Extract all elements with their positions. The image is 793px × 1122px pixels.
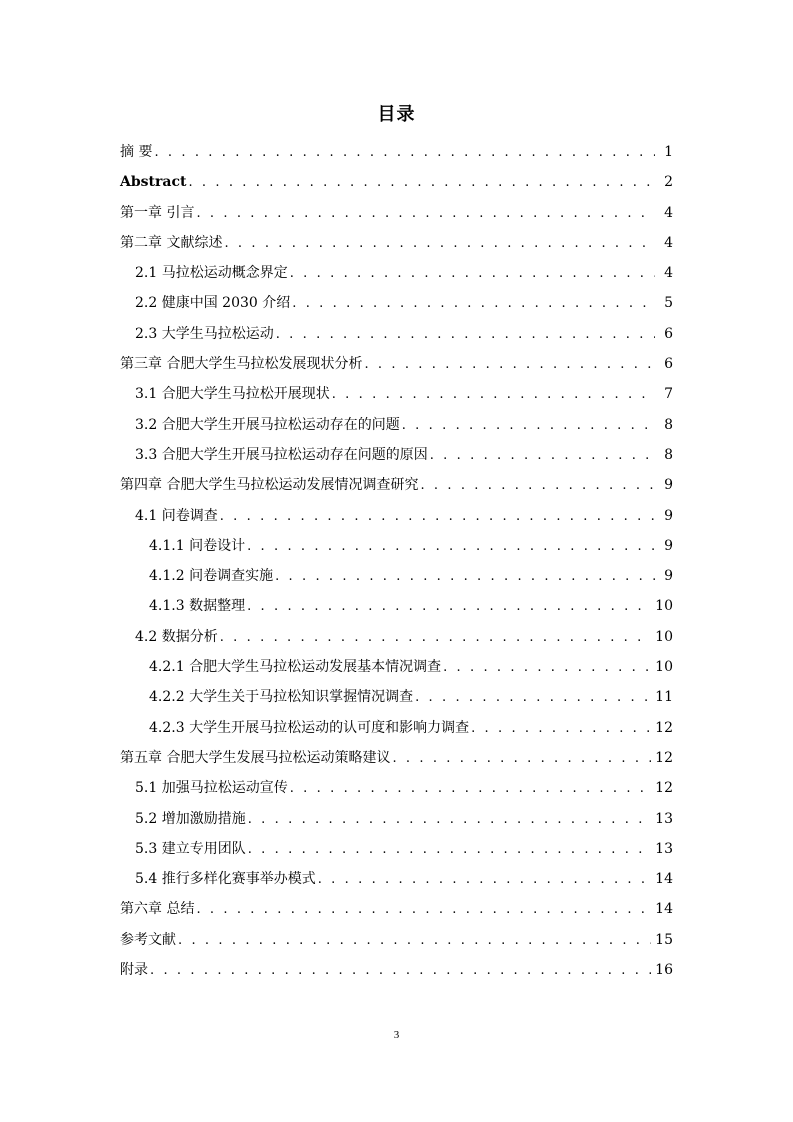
toc-entry-page: 1 (664, 144, 673, 160)
toc-dot-leader (443, 653, 651, 683)
toc-dot-leader (276, 320, 655, 350)
toc-dot-leader (275, 562, 655, 592)
toc-entry-page: 14 (655, 901, 673, 918)
toc-entry-label: 第一章 引言 (120, 204, 195, 221)
toc-entry[interactable] (120, 167, 673, 197)
toc-entry-page: 8 (664, 446, 673, 463)
toc-entry-label: 第六章 总结 (120, 901, 195, 918)
toc-dot-leader (292, 289, 655, 319)
toc-dot-leader (415, 683, 651, 713)
toc-entry[interactable] (120, 379, 673, 409)
toc-entry-label: 5.1 加强马拉松运动宣传 (135, 780, 288, 797)
toc-entry-page: 6 (664, 325, 673, 342)
toc-entry[interactable] (120, 622, 673, 652)
toc-entry[interactable] (120, 804, 673, 834)
toc-dot-leader (220, 502, 655, 532)
toc-dot-leader (247, 592, 651, 622)
toc-entry[interactable] (120, 501, 673, 531)
toc-dot-leader (318, 865, 651, 895)
toc-title: 目录 (377, 104, 416, 125)
toc-dot-leader (248, 805, 651, 835)
toc-dot-leader (420, 471, 655, 501)
toc-entry-label: 3.2 合肥大学生开展马拉松运动存在的问题 (135, 416, 400, 433)
toc-dot-leader (220, 623, 651, 653)
toc-entry-label: 2.2 健康中国 2030 介绍 (135, 295, 291, 312)
toc-entry-page: 9 (664, 477, 673, 494)
toc-entry-page: 9 (664, 537, 673, 554)
toc-entry-page: 8 (664, 416, 673, 433)
toc-entry-label: 4.2 数据分析 (135, 628, 218, 645)
toc-entry[interactable] (120, 561, 673, 591)
toc-entry[interactable] (120, 531, 673, 561)
toc-dot-leader (196, 895, 651, 925)
toc-dot-leader (247, 532, 655, 562)
toc-entry-label: 4.2.2 大学生关于马拉松知识掌握情况调查 (149, 689, 414, 706)
toc-entry-label: 5.4 推行多样化赛事举办模式 (135, 871, 316, 888)
toc-entry-label: 2.1 马拉松运动概念界定 (135, 265, 288, 282)
toc-entry-label: 第四章 合肥大学生马拉松运动发展情况调查研究 (120, 477, 419, 494)
toc-entry-label: 4.1.3 数据整理 (149, 598, 246, 615)
toc-dot-leader (188, 168, 655, 198)
toc-entry[interactable] (120, 713, 673, 743)
toc-dot-leader (290, 259, 655, 289)
toc-entry-label: Abstract (120, 174, 187, 191)
toc-entry-label: 5.3 建立专用团队 (135, 840, 246, 857)
toc-dot-leader (471, 714, 651, 744)
toc-entry-page: 7 (664, 386, 673, 403)
toc-entry[interactable] (120, 410, 673, 440)
toc-entry[interactable] (120, 470, 673, 500)
toc-dot-leader (178, 926, 651, 956)
toc-entry-page: 12 (655, 749, 673, 766)
toc-entry-label: 参考文献 (120, 931, 176, 948)
toc-entry[interactable] (120, 955, 673, 985)
toc-entry[interactable] (120, 258, 673, 288)
toc-entry-label: 5.2 增加激励措施 (135, 810, 246, 827)
toc-entry-page: 10 (655, 659, 673, 676)
toc-entry-page: 2 (664, 174, 673, 191)
toc-entry[interactable] (120, 349, 673, 379)
toc-entry[interactable] (120, 319, 673, 349)
toc-entry[interactable] (120, 288, 673, 318)
toc-entry-page: 4 (664, 265, 673, 282)
toc-entry[interactable] (120, 682, 673, 712)
toc-dot-leader (402, 411, 655, 441)
toc-entry-page: 5 (664, 295, 673, 312)
toc-entry-label: 第二章 文献综述 (120, 234, 223, 251)
toc-dot-leader (154, 138, 655, 168)
toc-entry[interactable] (120, 591, 673, 621)
toc-entry[interactable] (120, 228, 673, 258)
toc-entry[interactable] (120, 743, 673, 773)
toc-entry[interactable] (120, 440, 673, 470)
toc-entry-label: 摘 要 (120, 144, 153, 160)
toc-entry[interactable] (120, 834, 673, 864)
toc-dot-leader (332, 380, 655, 410)
toc-entry-page: 4 (664, 204, 673, 221)
toc-entry[interactable] (120, 925, 673, 955)
toc-entry-page: 13 (655, 810, 673, 827)
toc-entry-label: 3.1 合肥大学生马拉松开展现状 (135, 386, 330, 403)
page-number: 3 (393, 1029, 400, 1041)
toc-dot-leader (196, 199, 655, 229)
toc-entry-label: 4.1.2 问卷调查实施 (149, 568, 274, 585)
toc-entry[interactable] (120, 137, 673, 167)
toc-entry-label: 第三章 合肥大学生马拉松发展现状分析 (120, 356, 363, 373)
toc-entry-page: 11 (655, 689, 673, 706)
toc-dot-leader (290, 774, 651, 804)
toc-entry-page: 12 (655, 780, 673, 797)
toc-dot-leader (430, 441, 655, 471)
toc-entry[interactable] (120, 894, 673, 924)
toc-entry-page: 10 (655, 628, 673, 645)
toc-entry-page: 10 (655, 598, 673, 615)
toc-entry-page: 4 (664, 234, 673, 251)
toc-list (120, 137, 673, 985)
toc-entry-label: 第五章 合肥大学生发展马拉松运动策略建议 (120, 749, 391, 766)
toc-entry-label: 4.2.3 大学生开展马拉松运动的认可度和影响力调查 (149, 719, 470, 736)
toc-entry[interactable] (120, 198, 673, 228)
toc-dot-leader (364, 350, 655, 380)
toc-entry-label: 附录 (120, 962, 148, 979)
toc-entry-label: 4.1.1 问卷设计 (149, 537, 246, 554)
toc-entry-page: 9 (664, 507, 673, 524)
toc-entry-page: 13 (655, 840, 673, 857)
toc-dot-leader (224, 229, 655, 259)
toc-entry-page: 6 (664, 356, 673, 373)
toc-entry-label: 3.3 合肥大学生开展马拉松运动存在问题的原因 (135, 446, 428, 463)
toc-entry-page: 9 (664, 568, 673, 585)
toc-entry[interactable] (120, 864, 673, 894)
toc-dot-leader (248, 835, 651, 865)
toc-entry-label: 4.2.1 合肥大学生马拉松运动发展基本情况调查 (149, 659, 442, 676)
toc-entry-page: 12 (655, 719, 673, 736)
toc-entry-page: 14 (655, 871, 673, 888)
toc-entry-label: 4.1 问卷调查 (135, 507, 218, 524)
toc-dot-leader (150, 956, 651, 986)
toc-entry-label: 2.3 大学生马拉松运动 (135, 325, 274, 342)
toc-entry-page: 16 (655, 962, 673, 979)
toc-entry[interactable] (120, 773, 673, 803)
toc-entry-page: 15 (655, 931, 673, 948)
toc-dot-leader (392, 744, 651, 774)
toc-entry[interactable] (120, 652, 673, 682)
